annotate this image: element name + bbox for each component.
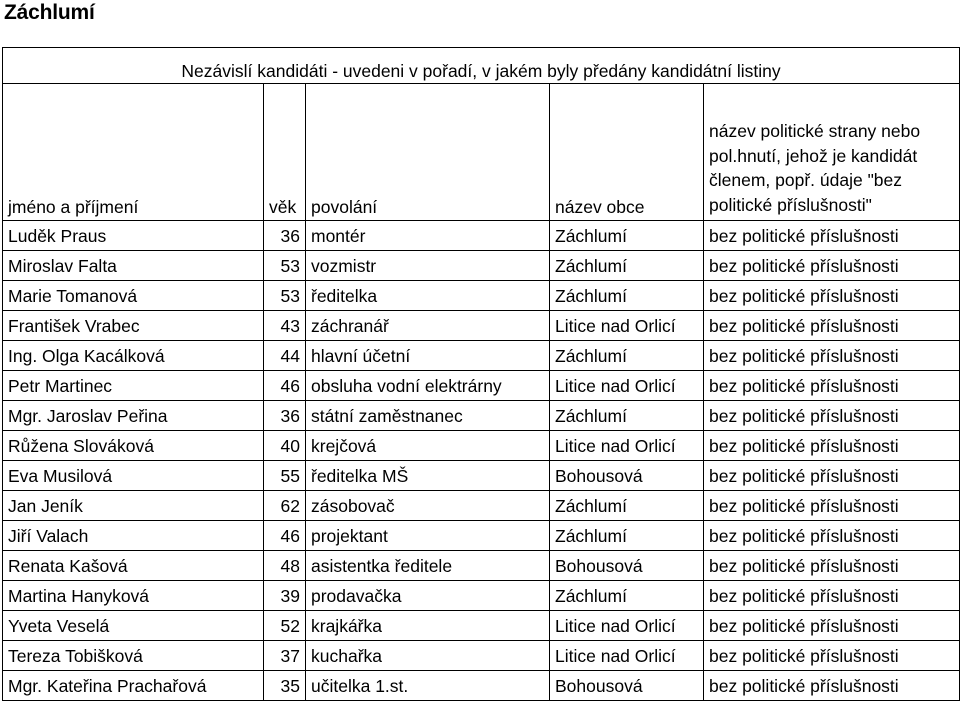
cell-occupation: obsluha vodní elektrárny (306, 371, 550, 401)
cell-town: Záchlumí (550, 491, 704, 521)
cell-age: 39 (264, 581, 306, 611)
cell-name: Luděk Praus (3, 221, 264, 251)
cell-town: Bohousová (550, 551, 704, 581)
cell-age: 55 (264, 461, 306, 491)
cell-name: Miroslav Falta (3, 251, 264, 281)
cell-party: bez politické příslušnosti (704, 281, 960, 311)
cell-name: Marie Tomanová (3, 281, 264, 311)
cell-age: 46 (264, 371, 306, 401)
table-row (3, 461, 960, 491)
table-row (3, 371, 960, 401)
table-caption: Nezávislí kandidáti - uvedeni v pořadí, v jakém byly předány kandidátní listiny (3, 48, 960, 84)
cell-name: Mgr. Jaroslav Peřina (3, 401, 264, 431)
cell-age: 44 (264, 341, 306, 371)
header-name: jméno a příjmení (3, 84, 264, 221)
cell-occupation: vozmistr (306, 251, 550, 281)
cell-age: 36 (264, 221, 306, 251)
cell-name: Jan Jeník (3, 491, 264, 521)
cell-occupation: záchranář (306, 311, 550, 341)
cell-name: Jiří Valach (3, 521, 264, 551)
cell-town: Záchlumí (550, 251, 704, 281)
cell-occupation: asistentka ředitele (306, 551, 550, 581)
table-row (3, 641, 960, 671)
cell-age: 48 (264, 551, 306, 581)
table-row (3, 431, 960, 461)
table-row (3, 611, 960, 641)
cell-party: bez politické příslušnosti (704, 551, 960, 581)
cell-occupation: hlavní účetní (306, 341, 550, 371)
cell-occupation: zásobovač (306, 491, 550, 521)
cell-occupation: učitelka 1.st. (306, 671, 550, 701)
cell-name: Mgr. Kateřina Prachařová (3, 671, 264, 701)
cell-name: František Vrabec (3, 311, 264, 341)
cell-age: 37 (264, 641, 306, 671)
cell-town: Litice nad Orlicí (550, 431, 704, 461)
cell-age: 40 (264, 431, 306, 461)
cell-town: Záchlumí (550, 581, 704, 611)
cell-party: bez politické příslušnosti (704, 641, 960, 671)
cell-name: Petr Martinec (3, 371, 264, 401)
cell-occupation: projektant (306, 521, 550, 551)
table-row (3, 341, 960, 371)
cell-party: bez politické příslušnosti (704, 581, 960, 611)
cell-occupation: prodavačka (306, 581, 550, 611)
cell-age: 53 (264, 251, 306, 281)
table-row (3, 251, 960, 281)
cell-town: Litice nad Orlicí (550, 641, 704, 671)
cell-party: bez politické příslušnosti (704, 611, 960, 641)
cell-occupation: krajkářka (306, 611, 550, 641)
cell-age: 35 (264, 671, 306, 701)
cell-occupation: krejčová (306, 431, 550, 461)
cell-town: Bohousová (550, 461, 704, 491)
cell-party: bez politické příslušnosti (704, 461, 960, 491)
header-row (3, 84, 960, 221)
cell-name: Tereza Tobišková (3, 641, 264, 671)
header-party: název politické strany nebo pol.hnutí, jehož je kandidát členem, popř. údaje "bez politické příslušnosti" (704, 84, 960, 221)
cell-age: 52 (264, 611, 306, 641)
cell-occupation: kuchařka (306, 641, 550, 671)
cell-name: Martina Hanyková (3, 581, 264, 611)
cell-party: bez politické příslušnosti (704, 311, 960, 341)
table-row (3, 281, 960, 311)
cell-occupation: státní zaměstnanec (306, 401, 550, 431)
table-row (3, 491, 960, 521)
cell-town: Záchlumí (550, 521, 704, 551)
cell-party: bez politické příslušnosti (704, 431, 960, 461)
cell-party: bez politické příslušnosti (704, 401, 960, 431)
table-row (3, 581, 960, 611)
page-title: Záchlumí (4, 1, 95, 24)
cell-age: 46 (264, 521, 306, 551)
cell-age: 43 (264, 311, 306, 341)
cell-occupation: ředitelka MŠ (306, 461, 550, 491)
table-row (3, 311, 960, 341)
cell-name: Yveta Veselá (3, 611, 264, 641)
cell-town: Litice nad Orlicí (550, 311, 704, 341)
table-row (3, 551, 960, 581)
header-town: název obce (550, 84, 704, 221)
cell-age: 36 (264, 401, 306, 431)
cell-party: bez politické příslušnosti (704, 341, 960, 371)
table-row (3, 401, 960, 431)
cell-occupation: ředitelka (306, 281, 550, 311)
table-row (3, 671, 960, 701)
cell-town: Záchlumí (550, 281, 704, 311)
cell-party: bez politické příslušnosti (704, 671, 960, 701)
cell-occupation: montér (306, 221, 550, 251)
cell-age: 62 (264, 491, 306, 521)
table-row (3, 521, 960, 551)
header-occupation: povolání (306, 84, 550, 221)
header-age: věk (264, 84, 306, 221)
cell-town: Bohousová (550, 671, 704, 701)
cell-party: bez politické příslušnosti (704, 371, 960, 401)
cell-name: Růžena Slováková (3, 431, 264, 461)
cell-name: Eva Musilová (3, 461, 264, 491)
cell-town: Litice nad Orlicí (550, 611, 704, 641)
table-row (3, 221, 960, 251)
cell-party: bez politické příslušnosti (704, 251, 960, 281)
cell-party: bez politické příslušnosti (704, 521, 960, 551)
cell-name: Ing. Olga Kacálková (3, 341, 264, 371)
cell-town: Litice nad Orlicí (550, 371, 704, 401)
cell-town: Záchlumí (550, 401, 704, 431)
cell-party: bez politické příslušnosti (704, 221, 960, 251)
cell-town: Záchlumí (550, 221, 704, 251)
cell-town: Záchlumí (550, 341, 704, 371)
candidates-table (2, 47, 960, 701)
caption-row (3, 48, 960, 84)
cell-age: 53 (264, 281, 306, 311)
cell-party: bez politické příslušnosti (704, 491, 960, 521)
cell-name: Renata Kašová (3, 551, 264, 581)
